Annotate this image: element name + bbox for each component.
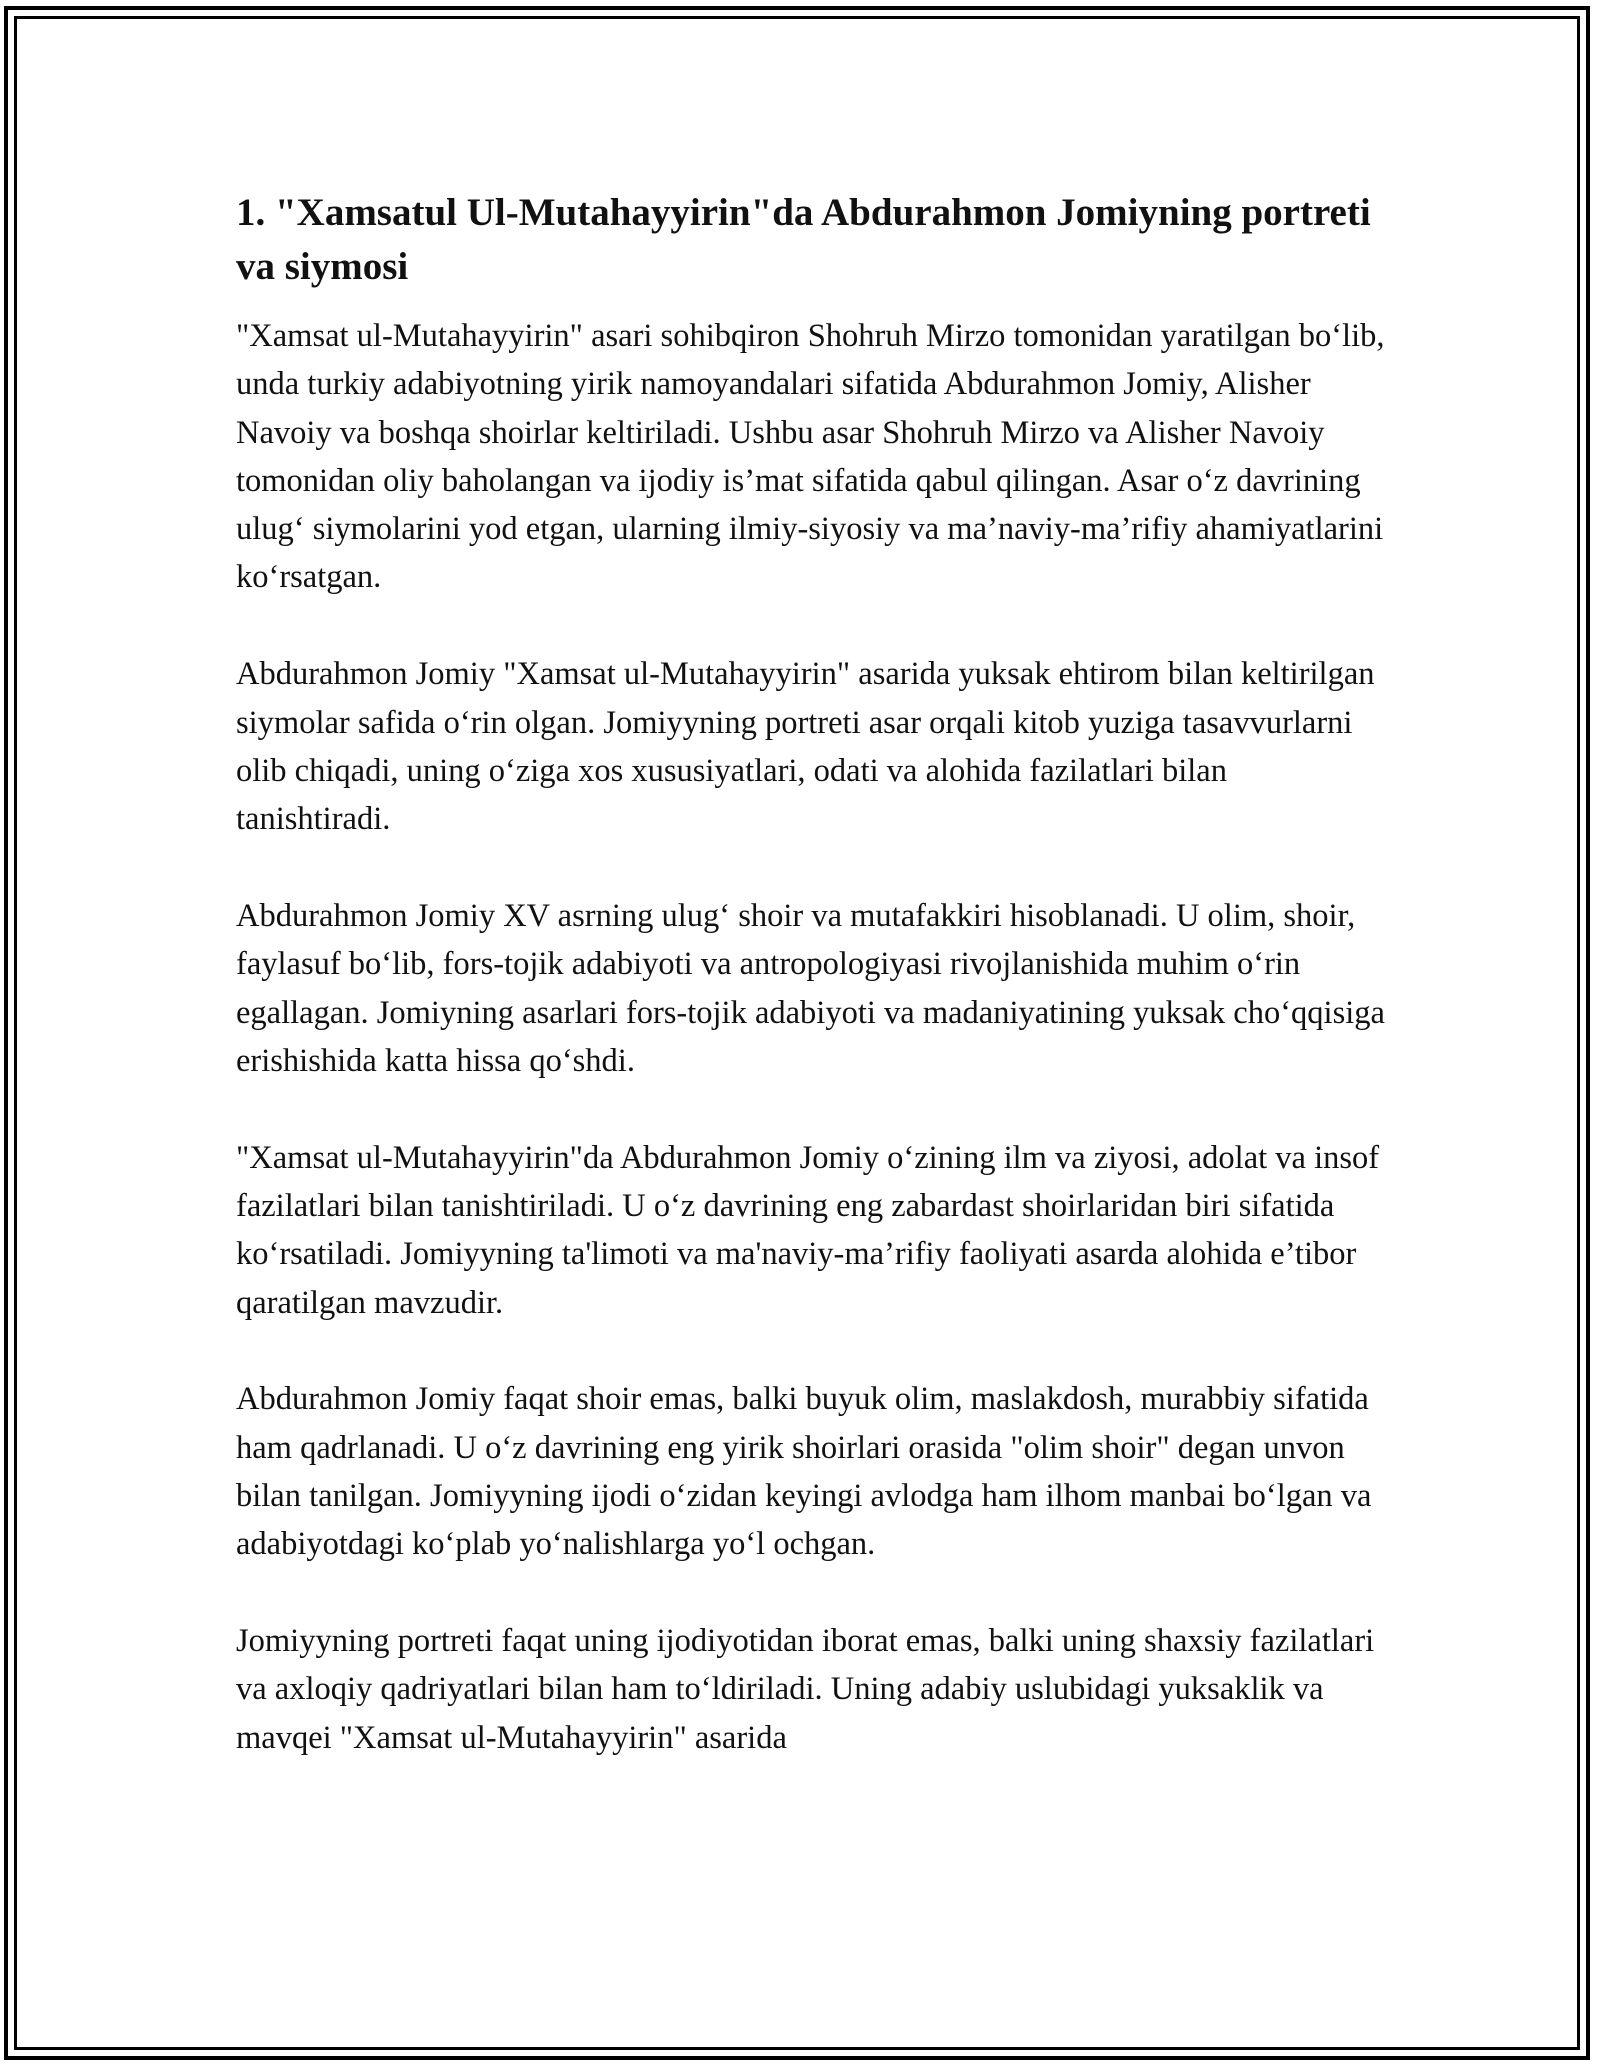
paragraph-3: Abdurahmon Jomiy XV asrning ulug‘ shoir va mutafakkiri hisoblanadi. U olim, shoir, faylasuf bo‘lib, fors-tojik adabiyoti va antropologiyasi rivojlanishida muhim o‘rin egallagan. Jomiyning asarlari fors-tojik adabiyoti va madaniyatining yuksak cho‘qqisiga erishishida katta hissa qo‘shdi. [236, 897, 1385, 1079]
paragraph-4: "Xamsat ul-Mutahayyirin"da Abdurahmon Jomiy o‘zining ilm va ziyosi, adolat va insof fazilatlari bilan tanishtiriladi. U o‘z davrining eng zabardast shoirlaridan biri sifatida ko‘rsatiladi. Jomiyyning ta'limoti va ma'naviy-ma’rifiy faoliyati asarda alohida e’tibor qaratilgan mavzudir. [236, 1139, 1380, 1321]
paragraph-1: "Xamsat ul-Mutahayyirin" asari sohibqiron Shohruh Mirzo tomonidan yaratilgan bo‘lib, unda turkiy adabiyotning yirik namoyandalari sifatida Abdurahmon Jomiy, Alisher Navoiy va boshqa shoirlar keltiriladi. Ushbu asar Shohruh Mirzo va Alisher Navoiy tomonidan oliy baholangan va ijodiy is’mat sifatida qabul qilingan. Asar o‘z davrining ulug‘ siymolarini yod etgan, ularning ilmiy-siyosiy va ma’naviy-ma’rifiy ahamiyatlarini ko‘rsatgan. [236, 318, 1385, 596]
paragraph-5: Abdurahmon Jomiy faqat shoir emas, balki buyuk olim, maslakdosh, murabbiy sifatida ham qadrlanadi. U o‘z davrining eng yirik shoirlari orasida "olim shoir" degan unvon bilan tanilgan. Jomiyyning ijodi o‘zidan keyingi avlodga ham ilhom manbai bo‘lgan va adabiyotdagi ko‘plab yo‘nalishlarga yo‘l ochgan. [236, 1381, 1372, 1563]
paragraph-2: Abdurahmon Jomiy "Xamsat ul-Mutahayyirin" asarida yuksak ehtirom bilan keltirilgan siymolar safida o‘rin olgan. Jomiyyning portreti asar orqali kitob yuziga tasavvurlarni olib chiqadi, uning o‘ziga xos xususiyatlari, odati va alohida fazilatlari bilan tanishtiradi. [236, 656, 1375, 838]
paragraph-6: Jomiyyning portreti faqat uning ijodiyotidan iborat emas, balki uning shaxsiy fazilatlari va axloqiy qadriyatlari bilan ham to‘ldiriladi. Uning adabiy uslubidagi yuksaklik va mavqei "Xamsat ul-Mutahayyirin" asarida [236, 1623, 1375, 1756]
section-heading: 1. "Xamsatul Ul-Mutahayyirin"da Abdurahmon Jomiyning portreti va siymosi [236, 191, 1371, 288]
document-body [236, 186, 1386, 1810]
